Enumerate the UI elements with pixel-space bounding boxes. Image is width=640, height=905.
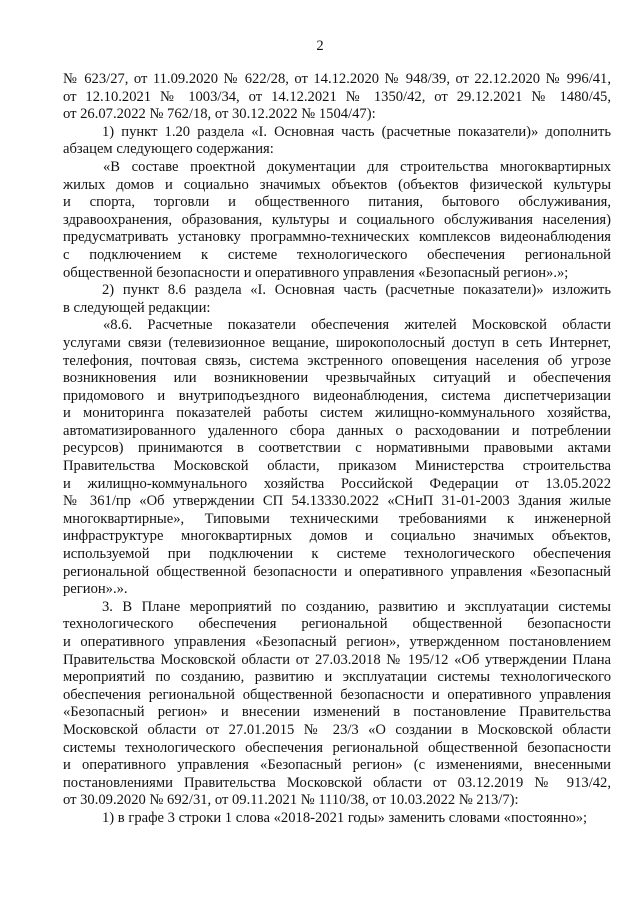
text-line: автоматизированного удаленного сбора данных о расходовании и потреблении (63, 422, 611, 439)
text-line: и жилищно-коммунального хозяйства Российской Федерации от 13.05.2022 (63, 475, 611, 492)
text-line: используемой при подключении к системе технологического обеспечения (63, 546, 611, 563)
text-line: Правительства Московской области, приказом Министерства строительства (63, 458, 611, 475)
text-line: 1) в графе 3 строки 1 слова «2018-2021 годы» заменить словами «постоянно»; (102, 809, 588, 826)
text-line: жилых домов и социально значимых объектов (объектов физической культуры (63, 176, 611, 193)
text-line: «В составе проектной документации для строительства многоквартирных (103, 158, 611, 175)
text-line: и оперативного управления «Безопасный регион» (с изменениями, внесенными (63, 757, 611, 774)
text-line: Московской области от 27.01.2015 № 23/3 «О создании в Московской области (63, 721, 611, 738)
text-line: № 623/27, от 11.09.2020 № 622/28, от 14.12.2020 № 948/39, от 22.12.2020 № 996/41, (63, 71, 611, 87)
text-line: системы технологического обеспечения региональной общественной безопасности (63, 739, 611, 756)
text-line: «Безопасный регион» и внесении изменений в постановление Правительства (63, 704, 611, 721)
text-line: от 26.07.2022 № 762/18, от 30.12.2022 № 1504/47): (63, 106, 376, 123)
text-line: абзацем следующего содержания: (63, 141, 274, 158)
text-line: «8.6. Расчетные показатели обеспечения жителей Московской области (103, 317, 611, 334)
text-line: многоквартирные», Типовыми техническими требованиями к инженерной (63, 510, 611, 527)
text-line: и мониторинга показателей работы систем жилищно-коммунального хозяйства, (63, 405, 611, 422)
text-line: в следующей редакции: (63, 299, 211, 316)
text-line: предусматривать установку программно-технических комплексов видеонаблюдения (63, 229, 611, 246)
text-line: обеспечения региональной общественной безопасности и оперативного управления (63, 686, 611, 703)
text-line: услугами связи (телевизионное вещание, широкополосный доступ в сеть Интернет, (63, 334, 611, 351)
text-line: возникновения или возникновении чрезвычайных ситуаций и обеспечения (63, 370, 611, 387)
text-line: и спорта, торговли и общественного питания, бытового обслуживания, (63, 194, 611, 211)
page-number: 2 (316, 38, 324, 54)
text-line: 2) пункт 8.6 раздела «I. Основная часть (расчетные показатели)» изложить (102, 282, 611, 299)
text-line: мероприятий по созданию, развитию и эксплуатации системы технологического (63, 669, 611, 686)
text-line: 3. В Плане мероприятий по созданию, развитию и эксплуатации системы (102, 598, 611, 615)
text-line: общественной безопасности и оперативного управления «Безопасный регион».»; (63, 264, 569, 281)
text-line: инфраструктуре многоквартирных домов и социально значимых объектов, (63, 528, 611, 545)
text-line: от 12.10.2021 № 1003/34, от 14.12.2021 № 1350/42, от 29.12.2021 № 1480/45, (63, 88, 611, 105)
text-line: постановлениями Правительства Московской области от 03.12.2019 № 913/42, (63, 774, 611, 791)
document-body (63, 71, 611, 828)
text-line: телефония, почтовая связь, система экстренного оповещения населения об угрозе (63, 352, 611, 369)
text-line: 1) пункт 1.20 раздела «I. Основная часть (расчетные показатели)» дополнить (102, 123, 611, 140)
text-line: от 30.09.2020 № 692/31, от 09.11.2021 № 1110/38, от 10.03.2022 № 213/7): (63, 792, 519, 809)
text-line: регион».». (63, 581, 128, 598)
text-line: придомового и внутриподъездного видеонаблюдения, система диспетчеризации (63, 387, 611, 404)
text-line: с подключением к системе технологического обеспечения региональной (63, 246, 611, 263)
text-line: № 361/пр «Об утверждении СП 54.13330.2022 «СНиП 31-01-2003 Здания жилые (63, 493, 611, 510)
text-line: и оперативного управления «Безопасный регион», утвержденном постановлением (63, 634, 611, 650)
text-line: здравоохранения, образования, культуры и социального обслуживания населения) (63, 211, 611, 228)
text-line: ресурсов) принимаются в соответствии с нормативными правовыми актами (63, 440, 611, 457)
text-line: технологического обеспечения региональной общественной безопасности (63, 616, 611, 633)
text-line: Правительства Московской области от 27.03.2018 № 195/12 «Об утверждении Плана (63, 651, 611, 668)
text-line: региональной общественной безопасности и оперативного управления «Безопасный (63, 563, 611, 580)
